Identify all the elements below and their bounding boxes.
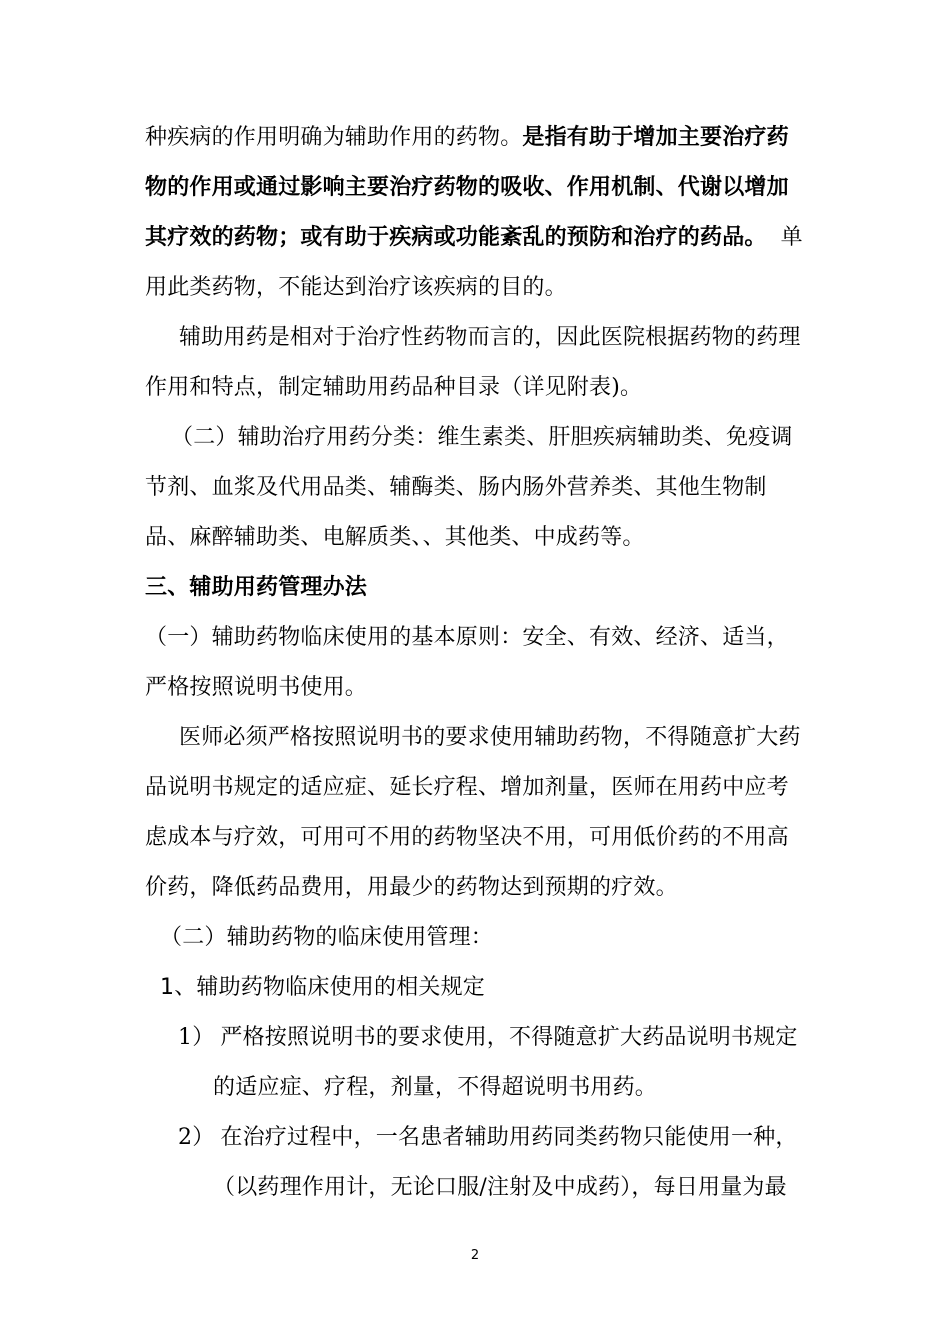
list-item-number: 1 xyxy=(160,975,175,1000)
sub-list-item xyxy=(178,1124,798,1152)
paragraph-line: 用此类药物，不能达到治疗该疾病的目的。 xyxy=(145,275,567,300)
bold-definition-line: 物的作用或通过影响主要治疗药物的吸收、作用机制、代谢以增加 xyxy=(145,175,789,200)
paragraph-line: 医师必须严格按照说明书的要求使用辅助药物，不得随意扩大药 xyxy=(179,725,801,750)
sub-list-continuation: （以药理作用计，无论口服/注射及中成药），每日用量为最 xyxy=(213,1175,787,1200)
list-item-text: 、辅助药物临床使用的相关规定 xyxy=(174,975,486,1000)
paragraph-line xyxy=(145,224,803,252)
paragraph-line: （二）辅助治疗用药分类：维生素类、肝胆疾病辅助类、免疫调 xyxy=(171,425,793,450)
paragraph-line: 作用和特点，制定辅助用药品种目录（详见附表)。 xyxy=(145,375,643,400)
sub-list-text: 严格按照说明书的要求使用，不得随意扩大药品说明书规定 xyxy=(220,1025,798,1050)
page-number: 2 xyxy=(470,1248,480,1263)
normal-text: 种疾病的作用明确为辅助作用的药物。 xyxy=(145,125,523,150)
bold-definition-text: 其疗效的药物；或有助于疾病或功能紊乱的预防和治疗的药品。 xyxy=(145,225,767,250)
paragraph-line: 价药，降低药品费用，用最少的药物达到预期的疗效。 xyxy=(145,875,678,900)
sub-list-item xyxy=(178,1024,798,1052)
list-item xyxy=(160,974,485,1002)
paragraph-line: 品说明书规定的适应症、延长疗程、增加剂量，医师在用药中应考 xyxy=(145,775,789,800)
sub-list-continuation: 的适应症、疗程，剂量，不得超说明书用药。 xyxy=(213,1075,658,1100)
paragraph-line xyxy=(145,124,789,152)
sub-list-marker: 1） xyxy=(178,1025,215,1050)
normal-text: 单 xyxy=(780,225,803,250)
paragraph-line: 严格按照说明书使用。 xyxy=(145,675,368,700)
paragraph-line: （一）辅助药物临床使用的基本原则：安全、有效、经济、适当， xyxy=(145,625,789,650)
sub-list-text: 在治疗过程中，一名患者辅助用药同类药物只能使用一种， xyxy=(220,1125,798,1150)
paragraph-line: 品、麻醉辅助类、电解质类、、其他类、中成药等。 xyxy=(145,525,645,550)
section-heading: 三、辅助用药管理办法 xyxy=(145,575,368,600)
paragraph-line: 虑成本与疗效，可用可不用的药物坚决不用，可用低价药的不用高 xyxy=(145,825,789,850)
paragraph-line: 节剂、血浆及代用品类、辅酶类、肠内肠外营养类、其他生物制 xyxy=(145,475,767,500)
bold-definition-text: 是指有助于增加主要治疗药 xyxy=(522,125,789,150)
paragraph-line: 辅助用药是相对于治疗性药物而言的，因此医院根据药物的药理 xyxy=(179,325,801,350)
paragraph-line: （二）辅助药物的临床使用管理： xyxy=(160,925,494,950)
sub-list-marker: 2） xyxy=(178,1125,215,1150)
